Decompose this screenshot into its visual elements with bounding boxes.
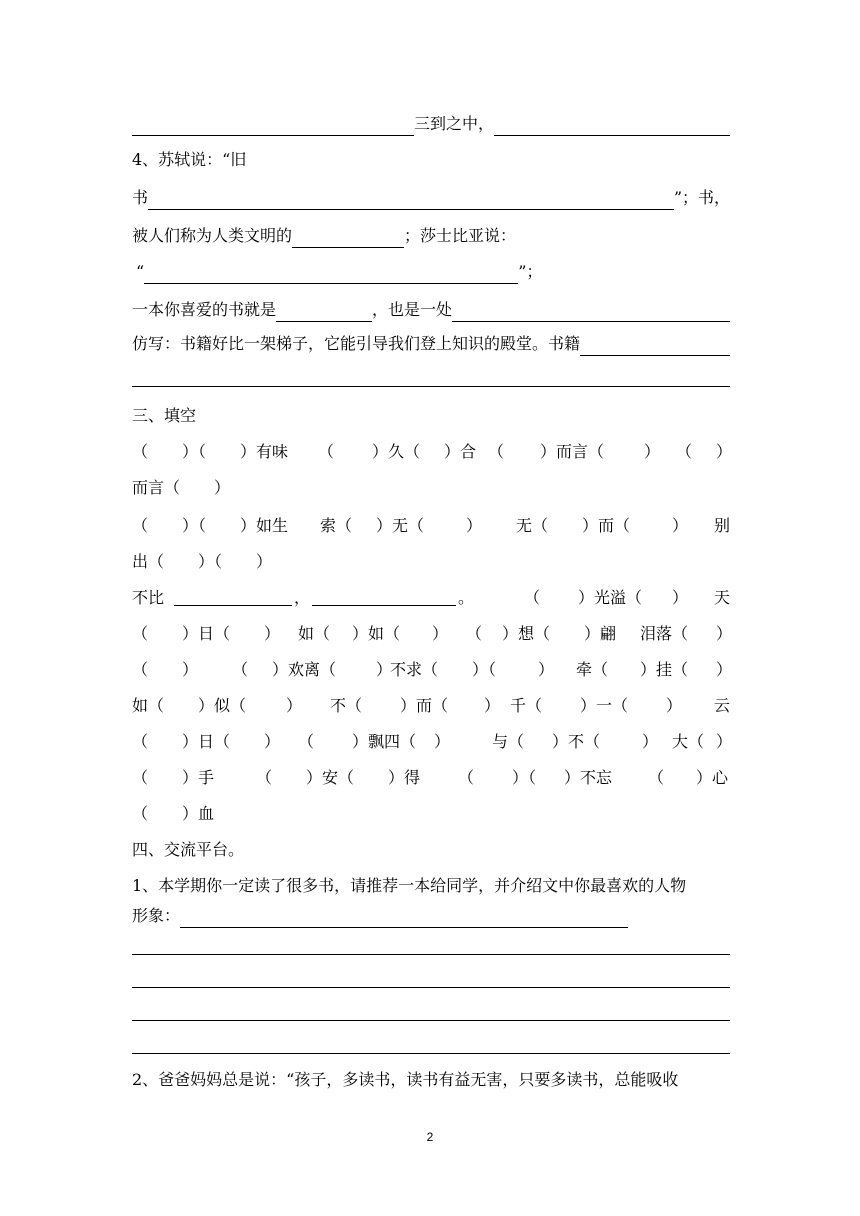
fill-token: ） [264, 732, 281, 751]
fill-token: ）挂（ [640, 660, 689, 679]
fill-token: ）血 [182, 804, 215, 823]
imitate-line [132, 332, 730, 356]
fill-token: 如（ [132, 696, 165, 715]
fill-row [132, 658, 733, 682]
fill-token: ） [716, 624, 733, 643]
fill-row [132, 730, 733, 754]
fill-token: 。 [458, 588, 475, 607]
fill-token: ）不忘 [564, 768, 613, 787]
fill-token: ）不（ [552, 732, 601, 751]
answer-rule[interactable] [132, 386, 730, 387]
fill-token: （ [466, 624, 483, 643]
fill-token: ）安（ [306, 768, 355, 787]
answer-rule[interactable] [132, 1053, 730, 1054]
fill-token: （ [132, 442, 149, 461]
q1-line2 [132, 904, 730, 928]
answer-blank[interactable] [580, 336, 730, 356]
fill-row [132, 440, 733, 464]
fill-row [132, 586, 730, 610]
q4-line5 [132, 298, 730, 322]
fill-token: ）无（ [376, 516, 425, 535]
fill-token: ）久（ [372, 442, 421, 461]
answer-blank[interactable] [494, 116, 730, 136]
answer-blank[interactable] [180, 908, 628, 928]
fill-token: 大（ [672, 732, 705, 751]
text-segment: 一本你喜爱的书就是 [132, 300, 277, 319]
text-segment: 三到之中， [414, 114, 495, 133]
fill-token: （ [132, 732, 149, 751]
q3-line [132, 112, 730, 136]
text-segment: “ [136, 262, 145, 281]
fill-token: ）飘四（ [352, 732, 417, 751]
fill-token: ）有味 [240, 442, 289, 461]
fill-token: ） [256, 552, 273, 571]
text-segment: ”； [518, 262, 543, 281]
fill-token: ）想（ [502, 624, 551, 643]
q4-line3 [132, 224, 730, 248]
fill-token: ）欢离（ [272, 660, 337, 679]
answer-blank[interactable] [292, 228, 404, 248]
fill-row [132, 622, 733, 646]
fill-token: ）光溢（ [578, 588, 643, 607]
fill-token: ） [538, 660, 555, 679]
fill-token: （ [318, 442, 335, 461]
fill-token: 无（ [516, 516, 549, 535]
answer-blank[interactable] [276, 302, 372, 322]
fill-row [132, 766, 730, 790]
fill-token: 与（ [492, 732, 525, 751]
fill-token: ） [434, 732, 451, 751]
fill-token: ）如生 [240, 516, 289, 535]
fill-token: ）而言（ [540, 442, 605, 461]
fill-token: 索（ [320, 516, 353, 535]
text-segment: ；莎士比亚说： [404, 226, 517, 245]
answer-blank[interactable] [312, 586, 456, 606]
fill-token: 天 [714, 588, 731, 607]
fill-token: （ [132, 516, 149, 535]
fill-token: （ [132, 804, 149, 823]
fill-token: ） [264, 624, 281, 643]
fill-token: （ [132, 660, 149, 679]
fill-token: ）而（ [582, 516, 631, 535]
fill-token: ）（ [472, 660, 497, 679]
answer-blank[interactable] [174, 586, 292, 606]
fill-row [132, 550, 730, 574]
answer-rule[interactable] [132, 1020, 730, 1021]
q2-text: 2、爸爸妈妈总是说：“孩子，多读书，读书有益无害，只要多读书，总能吸收 [132, 1070, 679, 1089]
fill-token: ） [666, 696, 683, 715]
fill-token: 不比 [132, 588, 165, 607]
fill-token: ） [642, 732, 659, 751]
fill-token: （ [132, 768, 149, 787]
fill-token: （ [298, 732, 315, 751]
fill-token: （ [256, 768, 273, 787]
fill-row [132, 514, 730, 538]
answer-blank[interactable] [148, 190, 674, 210]
fill-token: 别 [714, 516, 731, 535]
fill-token: 如（ [298, 624, 331, 643]
text-segment: 被人们称为人类文明的 [132, 226, 293, 245]
fill-token: ）（ [182, 516, 207, 535]
text-segment: ”；书， [673, 188, 730, 207]
text-segment: 仿写：书籍好比一架梯子，它能引导我们登上知识的殿堂。书籍 [132, 334, 581, 353]
q1-text: 1、本学期你一定读了很多书，请推荐一本给同学，并介绍文中你最喜欢的人物 [132, 876, 687, 895]
fill-token: ） [672, 588, 689, 607]
fill-token: ） [214, 478, 231, 497]
fill-token: 不（ [330, 696, 363, 715]
fill-row [132, 694, 730, 718]
fill-token: ）（ [182, 442, 207, 461]
fill-token: ）似（ [198, 696, 247, 715]
answer-blank[interactable] [144, 264, 518, 284]
fill-token: （ [458, 768, 475, 787]
fill-token: ）翩 [584, 624, 617, 643]
q4-line4 [132, 260, 730, 284]
fill-token: （ [488, 442, 505, 461]
fill-token: （ [524, 588, 541, 607]
text-segment: 书 [132, 188, 149, 207]
fill-token: ）日（ [182, 624, 231, 643]
answer-rule[interactable] [132, 954, 730, 955]
q4-line2 [132, 186, 730, 210]
page-number: 2 [426, 1130, 434, 1144]
fill-token: ） [376, 660, 393, 679]
fill-token: ） [716, 732, 733, 751]
fill-token: ） [716, 442, 733, 461]
section3-title: 三、填空 [132, 406, 197, 425]
answer-blank[interactable] [132, 116, 414, 136]
answer-blank[interactable] [452, 302, 730, 322]
fill-token: ）得 [388, 768, 421, 787]
fill-token: 云 [714, 696, 731, 715]
fill-token: ） [484, 696, 501, 715]
fill-token: 泪落（ [640, 624, 689, 643]
fill-token: ）（ [512, 768, 537, 787]
fill-token: （ [132, 624, 149, 643]
fill-token: ） [432, 624, 449, 643]
fill-token: ） [286, 696, 303, 715]
fill-token: ） [182, 660, 199, 679]
fill-token: ）心 [696, 768, 729, 787]
fill-token: ， [294, 588, 311, 607]
fill-token: ） [466, 516, 483, 535]
text-segment: 形象： [132, 906, 181, 925]
fill-token: （ [676, 442, 693, 461]
fill-token: 牵（ [576, 660, 609, 679]
fill-token: ）合 [444, 442, 477, 461]
fill-token: （ [232, 660, 249, 679]
text-segment: ，也是一处 [372, 300, 453, 319]
fill-token: 千（ [510, 696, 543, 715]
fill-token: （ [648, 768, 665, 787]
fill-row [132, 802, 730, 826]
section4-title: 四、交流平台。 [132, 840, 245, 859]
fill-token: ）手 [182, 768, 215, 787]
fill-token: ）日（ [182, 732, 231, 751]
q4-lead: 4、苏轼说：“旧 [132, 150, 247, 169]
fill-token: ）（ [198, 552, 223, 571]
fill-token: ） [644, 442, 661, 461]
answer-rule[interactable] [132, 987, 730, 988]
fill-row [132, 476, 730, 500]
fill-token: ）如（ [352, 624, 401, 643]
fill-token: ） [716, 660, 733, 679]
fill-token: ）而（ [400, 696, 449, 715]
fill-token: 不求（ [390, 660, 439, 679]
fill-token: 而言（ [132, 478, 181, 497]
fill-token: 出（ [132, 552, 165, 571]
fill-token: ）一（ [580, 696, 629, 715]
fill-token: ） [672, 516, 689, 535]
